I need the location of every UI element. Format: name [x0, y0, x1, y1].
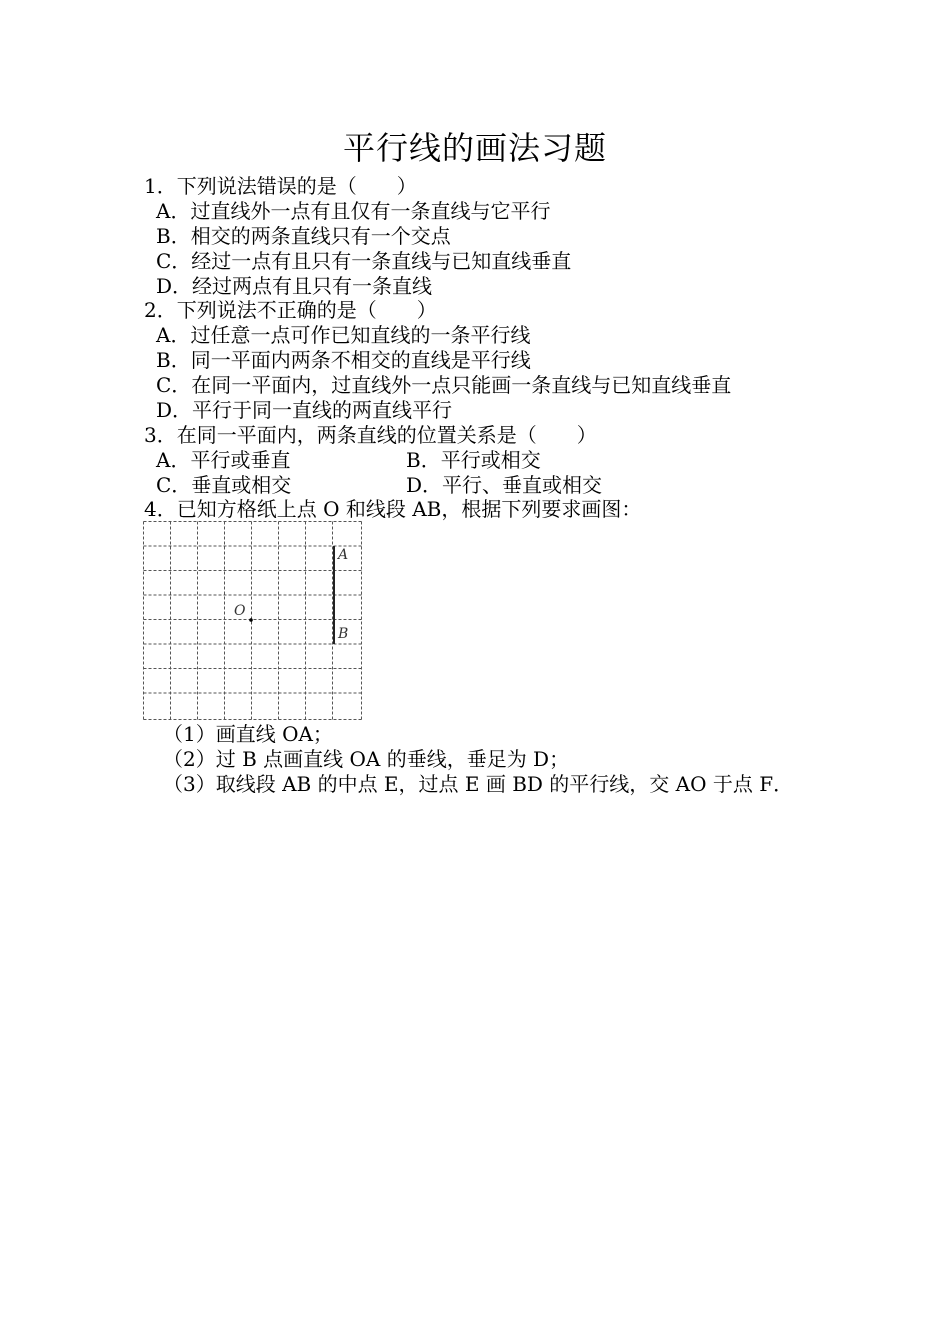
question-4-stem: 4．已知方格纸上点 O 和线段 AB，根据下列要求画图： — [144, 497, 642, 521]
question-1-option-c: C．经过一点有且只有一条直线与已知直线垂直 — [156, 249, 572, 273]
question-3-option-b: B．平行或相交 — [406, 448, 541, 472]
question-3-option-c: C．垂直或相交 — [156, 473, 292, 497]
question-2-option-b: B．同一平面内两条不相交的直线是平行线 — [156, 348, 531, 372]
grid-paper — [143, 521, 362, 720]
question-4-subpart-1: （1）画直线 OA； — [163, 722, 333, 746]
point-o-dot — [249, 618, 253, 622]
question-1-option-b: B．相交的两条直线只有一个交点 — [156, 224, 451, 248]
question-2-stem: 2．下列说法不正确的是（ ） — [144, 298, 437, 322]
question-2-option-d: D．平行于同一直线的两直线平行 — [156, 398, 453, 422]
label-o: O — [234, 603, 246, 619]
question-3-option-a: A．平行或垂直 — [156, 448, 291, 472]
question-3-stem: 3．在同一平面内，两条直线的位置关系是（ ） — [144, 423, 597, 447]
question-1-option-d: D．经过两点有且只有一条直线 — [156, 274, 433, 298]
page-title: 平行线的画法习题 — [342, 129, 607, 167]
label-a: A — [338, 547, 349, 563]
grid-figure — [143, 521, 362, 720]
question-1-option-a: A．过直线外一点有且仅有一条直线与它平行 — [156, 199, 551, 223]
question-1-stem: 1．下列说法错误的是（ ） — [144, 174, 417, 198]
question-4-subpart-2: （2）过 B 点画直线 OA 的垂线，垂足为 D； — [163, 747, 570, 771]
label-b: B — [338, 626, 349, 642]
question-2-option-c: C．在同一平面内，过直线外一点只能画一条直线与已知直线垂直 — [156, 373, 732, 397]
question-4-subpart-3: （3）取线段 AB 的中点 E，过点 E 画 BD 的平行线，交 AO 于点 F． — [163, 772, 794, 796]
question-2-option-a: A．过任意一点可作已知直线的一条平行线 — [156, 323, 531, 347]
question-3-option-d: D．平行、垂直或相交 — [406, 473, 603, 497]
